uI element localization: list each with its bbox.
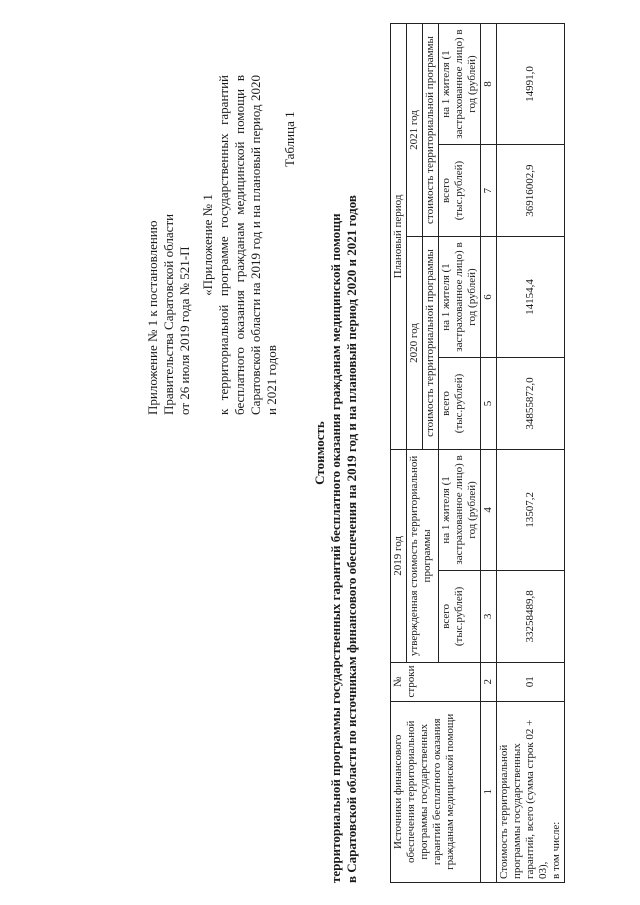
document-title xyxy=(312,23,360,883)
header-per-capita: на 1 жителя (1 застрахованное лицо) в год (рублей) xyxy=(439,237,481,358)
header-total: всего (тыс.рублей) xyxy=(439,145,481,237)
row-label xyxy=(497,701,565,882)
header-source: Источники финансового обеспечения территориальной программы государственных гарантий бесплатного оказания гражданам медицинской помощи xyxy=(391,701,481,882)
header-total: всего (тыс.рублей) xyxy=(439,358,481,450)
row-number: 01 xyxy=(497,662,565,701)
header-year-2019: 2019 год xyxy=(391,449,407,662)
cell-2021-per-capita: 14991,0 xyxy=(497,24,565,145)
appendix-line: Приложение № 1 к постановлению xyxy=(145,220,160,415)
title-line: Стоимость xyxy=(312,421,327,485)
row-label-sub: в том числе: xyxy=(550,821,562,879)
title-line: территориальной программы государственных гарантий бесплатного оказания гражданам медицинской помощи xyxy=(328,213,343,883)
table-header-row xyxy=(391,24,407,883)
column-number: 7 xyxy=(481,145,497,237)
program-appendix-note xyxy=(200,75,280,415)
header-year-2021: 2021 год xyxy=(407,24,423,237)
table-row xyxy=(497,24,565,883)
appendix-heading xyxy=(145,214,193,415)
title-line: в Саратовской области по источникам финансового обеспечения на 2019 год и на плановый период 2020 и 2021 годов xyxy=(344,195,359,883)
header-cost-2021: стоимость территориальной программы xyxy=(423,24,439,237)
column-number: 3 xyxy=(481,570,497,662)
header-row-number: № строки xyxy=(391,662,481,701)
appendix-line: от 26 июля 2019 года № 521-П xyxy=(177,246,192,415)
cell-2020-per-capita: 14154,4 xyxy=(497,237,565,358)
column-number: 2 xyxy=(481,662,497,701)
cell-2020-total: 34855872,0 xyxy=(497,358,565,450)
table-number: Таблица 1 xyxy=(282,111,297,167)
header-approved-cost: утвержденная стоимость территориальной программы xyxy=(407,449,439,662)
appendix-line: Правительства Саратовской области xyxy=(161,213,176,415)
column-number: 6 xyxy=(481,237,497,358)
cell-2019-per-capita: 13507,2 xyxy=(497,449,565,570)
program-appendix-first-line: «Приложение № 1 xyxy=(200,194,215,296)
column-number: 8 xyxy=(481,24,497,145)
header-planned-period: Плановый период xyxy=(391,24,407,450)
program-appendix-body: к территориальной программе государственных гарантий бесплатного оказания гражданам медицинской помощи в Саратовской области на 2019 год и на плановый период 2020 и 2021 годов xyxy=(216,75,279,415)
cell-2019-total: 33258489,8 xyxy=(497,570,565,662)
header-total: всего (тыс.рублей) xyxy=(439,570,481,662)
cell-2021-total: 36916002,9 xyxy=(497,145,565,237)
cost-table xyxy=(390,23,565,883)
header-per-capita: на 1 жителя (1 застрахованное лицо) в год (рублей) xyxy=(439,24,481,145)
column-number: 1 xyxy=(481,701,497,882)
header-per-capita: на 1 жителя (1 застрахованное лицо) в год (рублей) xyxy=(439,449,481,570)
row-label-text: Стоимость территориальной программы государственных гарантий, всего (сумма строк 02 + 03), xyxy=(498,719,549,879)
column-number: 4 xyxy=(481,449,497,570)
header-cost-2020: стоимость территориальной программы xyxy=(423,237,439,450)
column-number: 5 xyxy=(481,358,497,450)
column-numbers-row xyxy=(481,24,497,883)
header-year-2020: 2020 год xyxy=(407,237,423,450)
